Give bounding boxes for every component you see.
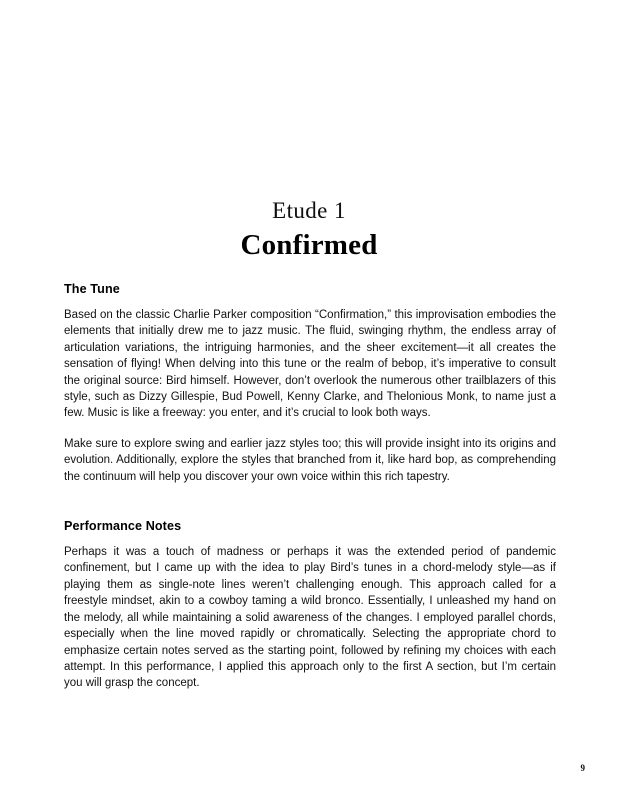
section-spacer [64, 485, 556, 519]
section-the-tune [64, 282, 556, 485]
page-number: 9 [580, 763, 585, 773]
paragraph: Based on the classic Charlie Parker composition “Confirmation,” this improvisation embodies the elements that initially drew me to jazz music. The fluid, swinging rhythm, the endless array of articulation variations, the intriguing harmonies, and the sheer excitement—it all creates the sensation of flying! When delving into this tune or the realm of bebop, it’s imperative to consult the original source: Bird himself. However, don’t overlook the numerous other trailblazers of this style, such as Dizzy Gillespie, Bud Powell, Kenny Clarke, and Thelonious Monk, to name just a few. Music is like a freeway: you enter, and it’s crucial to look both ways. [64, 309, 556, 420]
page-title: Confirmed [240, 229, 378, 262]
page-title-block [0, 198, 618, 263]
etude-number-label: Etude 1 [272, 198, 346, 223]
paragraph: Perhaps it was a touch of madness or perhaps it was the extended period of pandemic confinement, but I came up with the idea to play Bird’s tunes in a chord-melody style—as if playing them as single-note lines weren’t challenging enough. This approach called for a freestyle mindset, akin to a cowboy taming a wild bronco. Essentially, I unleashed my hand on the melody, all while maintaining a solid awareness of the changes. I employed parallel chords, especially when the line moved rapidly or chromatically. Selecting the appropriate chord to emphasize certain notes served as the starting point, followed by refining my choices with each attempt. In this performance, I applied this approach only to the first A section, but I’m certain you will grasp the concept. [64, 546, 556, 690]
document-body [64, 282, 556, 692]
section-performance-notes [64, 519, 556, 692]
paragraph: Make sure to explore swing and earlier jazz styles too; this will provide insight into its origins and evolution. Additionally, explore the styles that branched from it, like hard bop, as comprehending the continuum will help you discover your own voice within this rich tapestry. [64, 437, 556, 483]
section-heading-the-tune: The Tune [64, 282, 120, 296]
section-heading-performance-notes: Performance Notes [64, 519, 182, 534]
